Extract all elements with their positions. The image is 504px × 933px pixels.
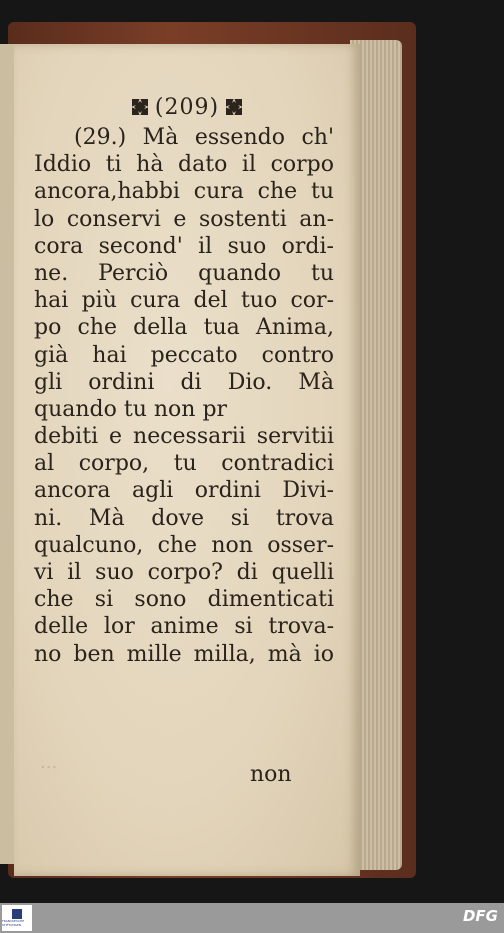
text-line: ancora agli ordini Divi- bbox=[34, 478, 334, 504]
francke-logo bbox=[2, 905, 32, 931]
bleed-through-text: ... bbox=[40, 752, 58, 773]
page-header bbox=[120, 92, 254, 122]
dfg-logo: DFG bbox=[462, 907, 498, 925]
text-line: Iddio ti hà dato il corpo bbox=[34, 152, 334, 178]
text-line: gli ordini di Dio. Mà bbox=[34, 369, 334, 395]
text-line: lo conservi e sostenti an- bbox=[34, 206, 334, 232]
page-number: (209) bbox=[154, 94, 220, 120]
francke-logo-text: FRANCKESCHE STIFTUNGEN bbox=[2, 919, 25, 927]
text-line: ancora,habbi cura che tu bbox=[34, 179, 334, 205]
francke-logo-icon bbox=[12, 909, 22, 919]
fleuron-left-icon bbox=[129, 96, 151, 118]
text-line: ne. Perciò quando tu bbox=[34, 260, 334, 286]
text-line: debiti e necessarii servitii bbox=[34, 424, 334, 450]
text-line: po che della tua Anima, bbox=[34, 315, 334, 341]
text-line: delle lor anime si trova- bbox=[34, 614, 334, 640]
text-line: al corpo, tu contradici bbox=[34, 451, 334, 477]
text-line: quando tu non pr bbox=[34, 396, 228, 422]
text-line: hai più cura del tuo cor- bbox=[34, 288, 334, 314]
text-line: ni. Mà dove si trova bbox=[34, 505, 334, 531]
viewer-footer bbox=[0, 903, 504, 933]
fleuron-right-icon bbox=[223, 96, 245, 118]
text-line: che si sono dimenticati bbox=[34, 587, 334, 613]
catchword: non bbox=[250, 762, 292, 787]
text-line: (29.) Mà essendo ch' bbox=[74, 125, 334, 150]
previous-page-edge bbox=[0, 44, 15, 864]
text-line: già hai peccato contro bbox=[34, 342, 334, 368]
text-line: cora second' il suo ordi- bbox=[34, 233, 334, 259]
text-line: vi il suo corpo? di quelli bbox=[34, 560, 334, 585]
body-text bbox=[34, 124, 334, 668]
text-line: no ben mille milla, mà io bbox=[34, 641, 334, 667]
text-line: qualcuno, che non osser- bbox=[34, 532, 334, 558]
